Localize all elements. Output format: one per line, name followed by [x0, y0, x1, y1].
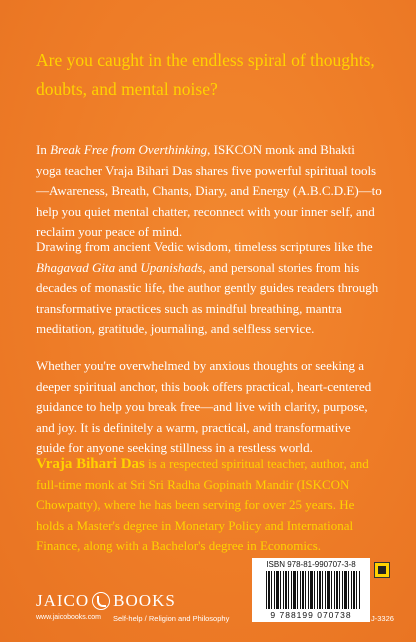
publisher-website: www.jaicobooks.com — [36, 614, 101, 621]
p2-prefix: Drawing from ancient Vedic wisdom, timeless scriptures like the — [36, 239, 373, 254]
publisher-badge-icon — [374, 562, 390, 578]
publisher-logo — [36, 589, 176, 613]
book-category: Self-help / Religion and Philosophy — [113, 614, 230, 623]
product-code: J-3326 — [371, 614, 394, 623]
author-name: Vraja Bihari Das — [36, 456, 145, 472]
p2-and: and — [115, 259, 141, 275]
barcode-icon — [266, 571, 360, 609]
author-bio — [36, 454, 382, 557]
isbn-label: ISBN 978-81-990707-3-8 — [266, 560, 356, 569]
barcode-number: 9 788199 070738 — [270, 610, 352, 620]
description-paragraph-2 — [36, 237, 382, 340]
publisher-name-right: BOOKS — [113, 591, 176, 610]
scripture-bhagavad-gita: Bhagavad Gita — [36, 259, 116, 275]
scripture-upanishads: Upanishads — [140, 259, 203, 275]
publisher-name-left: JAICO — [36, 591, 90, 610]
publisher-emblem-icon — [92, 592, 110, 610]
description-paragraph-3: Whether you're overwhelmed by anxious thoughts or seeking a deeper spiritual anchor, this book offers practical, heart-centered guidance to help you break free—and live with clarity, purpose, and joy. It is definitely a warm, practical, and transformative guide for anyone seeking stillness in a restless world. — [36, 358, 372, 455]
p1-rest: , ISKCON monk and Bhakti yoga teacher Vraja Bihari Das shares five powerful spiritual tools—Awareness, Breath, Chants, Diary, and Energy (A.B.C.D.E)—to help you quiet mental chatter, reconnect with your inner self, and reclaim your peace of mind. — [36, 142, 382, 239]
p1-prefix: In — [36, 142, 51, 157]
barcode-panel — [252, 558, 370, 622]
book-title: Break Free from Overthinking — [50, 142, 208, 157]
description-paragraph-1 — [36, 140, 382, 243]
tagline: Are you caught in the endless spiral of thoughts, doubts, and mental noise? — [36, 50, 375, 99]
p2-rest: , and personal stories from his decades of monastic life, the author gently guides readers through transformative practices such as mindful breathing, mantra meditation, gratitude, journaling, and selfless service. — [36, 259, 379, 336]
author-bio-text: is a respected spiritual teacher, author, and full-time monk at Sri Sri Radha Gopinath Mandir (ISKCON Chowpatty), where he has been serving for over 25 years. He holds a Master's degree in Monetary Policy and International Finance, along with a Bachelor's degree in Economics. — [36, 456, 369, 553]
